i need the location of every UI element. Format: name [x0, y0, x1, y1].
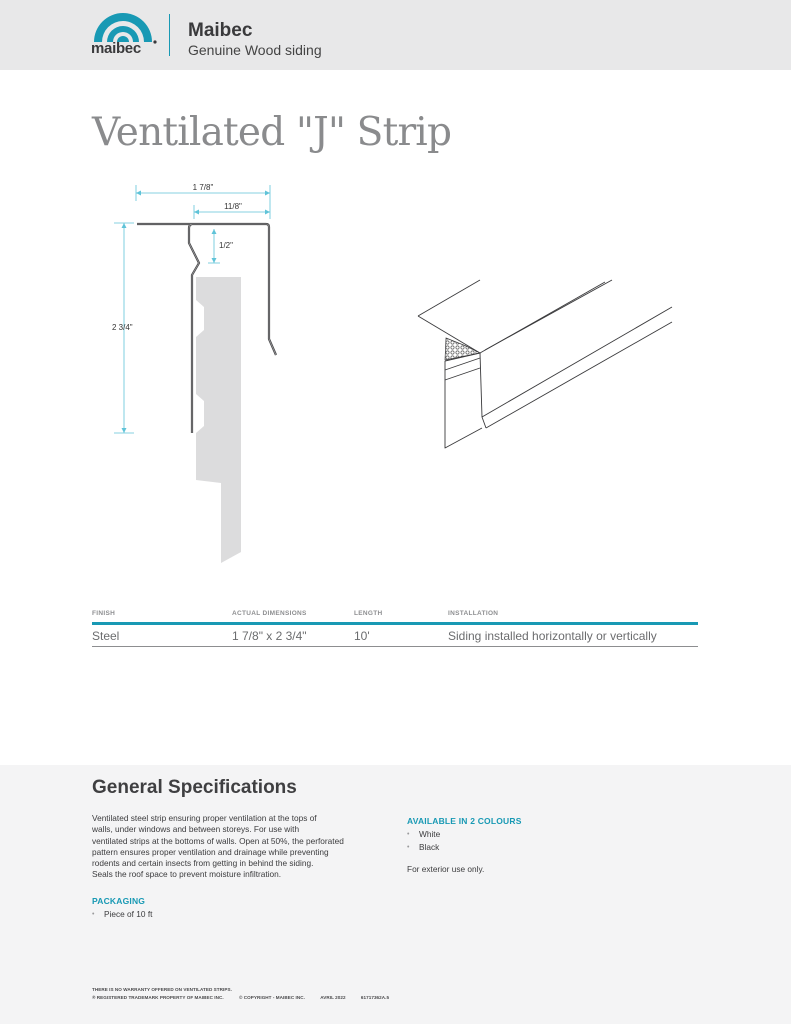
page-header	[0, 0, 791, 70]
brand-name: Maibec	[188, 20, 253, 41]
dim-depth: 1/2"	[219, 241, 233, 250]
dim-height: 2 3/4"	[112, 323, 133, 332]
warranty-notice: THERE IS NO WARRANTY OFFERED ON VENTILATED STRIPS.	[92, 987, 232, 992]
header-length: LENGTH	[354, 610, 383, 617]
packaging-item: • Piece of 10 ft	[92, 908, 152, 921]
profile-diagram	[100, 175, 300, 565]
dimension-arrows	[122, 191, 271, 434]
header-divider	[169, 14, 170, 56]
general-specifications-section	[0, 765, 791, 1024]
spec-table	[92, 607, 698, 643]
description-line: ventilated strips at the bottoms of walls. Open at 50%, the perforated	[92, 835, 344, 846]
header-finish: FINISH	[92, 610, 116, 617]
cell-installation: Siding installed horizontally or vertically	[448, 629, 657, 643]
dim-inner-width: 11/8"	[224, 202, 242, 211]
document-date: AVRIL 2022	[320, 995, 346, 1000]
packaging-heading: PACKAGING	[92, 896, 146, 906]
logo-wordmark: maibec	[91, 40, 141, 57]
description-line: pattern ensures proper ventilation and drainage while preventing	[92, 846, 329, 857]
dim-overall-width: 1 7/8"	[192, 183, 214, 192]
description-line: Ventilated steel strip ensuring proper ventilation at the tops of	[92, 813, 317, 823]
colours-heading: AVAILABLE IN 2 COLOURS	[407, 816, 522, 826]
colours-list	[407, 828, 440, 854]
packaging-list	[92, 908, 152, 921]
document-code: 61717362A.5	[360, 995, 390, 1000]
colour-item: • White	[407, 828, 440, 841]
section-heading: General Specifications	[92, 777, 297, 798]
brand-tagline: Genuine Wood siding	[188, 42, 322, 58]
cell-dimensions: 1 7/8" x 2 3/4"	[232, 629, 307, 643]
table-header-row	[92, 607, 698, 622]
exterior-use-note: For exterior use only.	[407, 864, 485, 874]
page-title: Ventilated "J" Strip	[92, 110, 452, 155]
ventilation-mesh-shape	[445, 338, 480, 360]
description-line: Seals the roof space to prevent moisture infiltration.	[92, 869, 282, 880]
colour-item: • Black	[407, 841, 440, 854]
header-installation: INSTALLATION	[448, 610, 499, 617]
product-description	[92, 813, 392, 881]
description-line: walls, under windows and between storeys. For use with	[92, 824, 300, 835]
header-actual-dimensions: ACTUAL DIMENSIONS	[232, 610, 307, 617]
cell-length: 10'	[354, 629, 370, 643]
cell-finish: Steel	[92, 629, 120, 643]
siding-board-shape	[196, 277, 241, 563]
isometric-drawing	[410, 270, 695, 460]
table-row	[92, 625, 698, 647]
description-line: rodents and certain insects from getting in behind the siding.	[92, 858, 314, 869]
copyright-notice: © COPYRIGHT - MAIBEC INC.	[239, 995, 305, 1000]
trademark-notice: ® REGISTERED TRADEMARK PROPERTY OF MAIBEC INC.	[92, 995, 224, 1000]
footer-legal	[92, 995, 403, 1000]
